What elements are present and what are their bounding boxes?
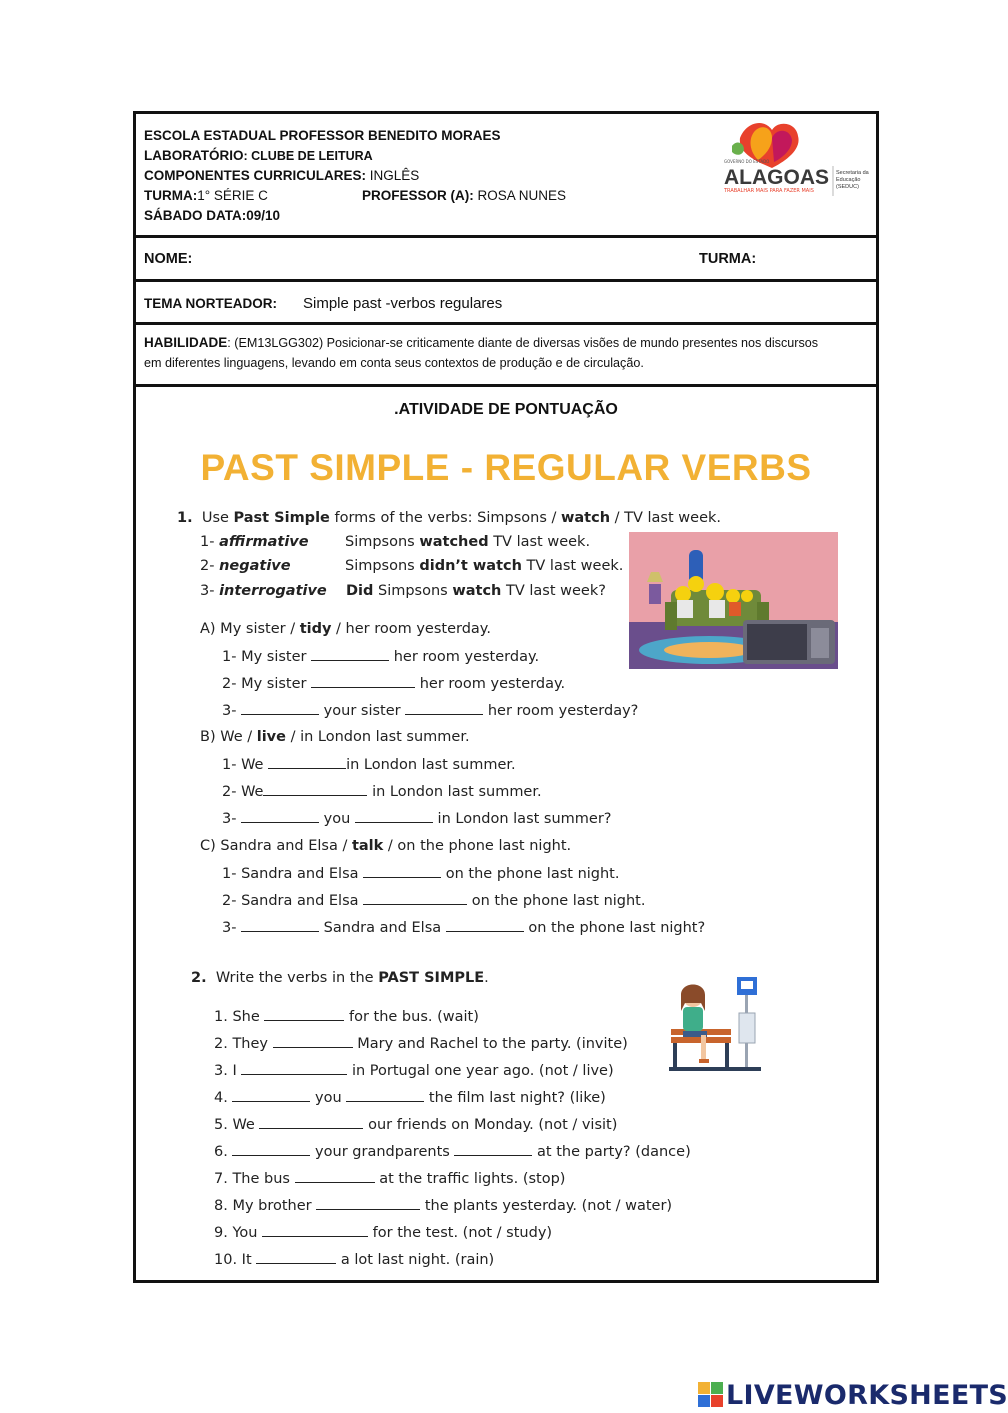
answer-blank[interactable] [346,1089,424,1102]
components-line: COMPONENTES CURRICULARES: INGLÊS [144,168,420,183]
ex1-B-line-3: 3- you in London last summer? [222,811,612,827]
answer-blank[interactable] [295,1170,375,1183]
ex2-item-4: 4. you the film last night? (like) [214,1090,606,1106]
ex1-C-line-3: 3- Sandra and Elsa on the phone last night? [222,920,706,936]
teacher-line: PROFESSOR (A): ROSA NUNES [362,188,567,203]
ex2-item-8: 8. My brother the plants yesterday. (not / water) [214,1198,673,1214]
answer-blank[interactable] [454,1143,532,1156]
activity-body [136,387,876,1280]
theme-value: Simple past -verbos regulares [303,295,503,312]
liveworksheets-logo-icon [698,1382,724,1408]
name-label: NOME: [144,251,193,267]
svg-text:(SEDUC): (SEDUC) [836,184,859,190]
ex1-B-heading: B) We / live / in London last summer. [200,729,470,745]
answer-blank[interactable] [311,675,415,688]
answer-blank[interactable] [363,892,467,905]
ex1-C-line-1: 1- Sandra and Elsa on the phone last night. [222,866,620,882]
ex2-item-3: 3. I in Portugal one year ago. (not / live) [214,1063,614,1079]
skill-line-2: em diferentes linguagens, levando em conta seus contextos de produção e de circulação. [144,356,644,370]
svg-text:Educação: Educação [836,177,861,183]
ex2-intro: 2. Write the verbs in the PAST SIMPLE. [191,970,489,986]
answer-blank[interactable] [405,702,483,715]
date-line: SÁBADO DATA:09/10 [144,208,281,223]
answer-blank[interactable] [241,1062,347,1075]
ex1-B-line-1: 1- We in London last summer. [222,757,516,773]
ex1-C-line-2: 2- Sandra and Elsa on the phone last night. [222,893,646,909]
ex1-A-line-3: 3- your sister her room yesterday? [222,703,639,719]
answer-blank[interactable] [363,865,441,878]
alagoas-logo [680,116,869,198]
ex2-item-5: 5. We our friends on Monday. (not / visit) [214,1117,618,1133]
answer-blank[interactable] [263,783,367,796]
name-section [136,238,876,282]
answer-blank[interactable] [273,1035,353,1048]
answer-blank[interactable] [262,1224,368,1237]
form-affirmative-example: Simpsons watched TV last week. [345,534,591,550]
class-line: TURMA:1° SÉRIE C [144,188,268,203]
theme-label: TEMA NORTEADOR: [144,296,277,311]
answer-blank[interactable] [241,810,319,823]
svg-text:Secretaria da: Secretaria da [836,170,869,176]
answer-blank[interactable] [259,1116,363,1129]
answer-blank[interactable] [241,919,319,932]
form-interrogative-example: Did Simpsons watch TV last week? [346,583,606,599]
form-interrogative: 3- interrogative [200,583,327,599]
ex1-A-line-1: 1- My sister her room yesterday. [222,649,540,665]
worksheet-title: PAST SIMPLE - REGULAR VERBS [200,447,812,488]
liveworksheets-brand: LIVEWORKSHEETS [726,1380,1008,1411]
ex2-item-7: 7. The bus at the traffic lights. (stop) [214,1171,566,1187]
header-section [136,114,876,238]
ex1-B-line-2: 2- We in London last summer. [222,784,542,800]
answer-blank[interactable] [256,1251,336,1264]
answer-blank[interactable] [316,1197,420,1210]
svg-text:GOVERNO DO ESTADO: GOVERNO DO ESTADO [724,159,770,164]
skill-line-1: HABILIDADE: (EM13LGG302) Posicionar-se criticamente diante de diversas visões de mundo presentes nos discursos [144,335,819,350]
lab-line: LABORATÓRIO: CLUBE DE LEITURA [144,148,373,163]
simpsons-couch-image [629,532,838,669]
worksheet [133,111,879,1283]
answer-blank[interactable] [264,1008,344,1021]
ex1-A-line-2: 2- My sister her room yesterday. [222,676,566,692]
activity-title: .ATIVIDADE DE PONTUAÇÃO [394,401,618,418]
svg-text:TRABALHAR MAIS PARA FAZER MAIS: TRABALHAR MAIS PARA FAZER MAIS [724,188,814,194]
form-affirmative: 1- affirmative [200,534,309,550]
theme-section [136,282,876,325]
ex2-item-9: 9. You for the test. (not / study) [214,1225,553,1241]
answer-blank[interactable] [311,648,389,661]
form-negative: 2- negative [200,558,291,574]
ex1-A-heading: A) My sister / tidy / her room yesterday. [200,621,491,637]
answer-blank[interactable] [241,702,319,715]
answer-blank[interactable] [446,919,524,932]
ex2-item-1: 1. She for the bus. (wait) [214,1009,479,1025]
ex1-C-heading: C) Sandra and Elsa / talk / on the phone last night. [200,838,572,854]
answer-blank[interactable] [232,1089,310,1102]
class-label: TURMA: [699,251,757,267]
ex2-item-6: 6. your grandparents at the party? (dance) [214,1144,691,1160]
answer-blank[interactable] [355,810,433,823]
ex2-item-10: 10. It a lot last night. (rain) [214,1252,495,1268]
svg-text:ALAGOAS: ALAGOAS [724,166,829,189]
school-name: ESCOLA ESTADUAL PROFESSOR BENEDITO MORAES [144,128,501,143]
skill-section [136,325,876,387]
ex1-intro: 1. Use Past Simple forms of the verbs: Simpsons / watch / TV last week. [177,510,721,526]
answer-blank[interactable] [268,756,346,769]
answer-blank[interactable] [232,1143,310,1156]
ex2-item-2: 2. They Mary and Rachel to the party. (invite) [214,1036,628,1052]
bus-stop-image [669,973,761,1073]
form-negative-example: Simpsons didn’t watch TV last week. [345,558,624,574]
